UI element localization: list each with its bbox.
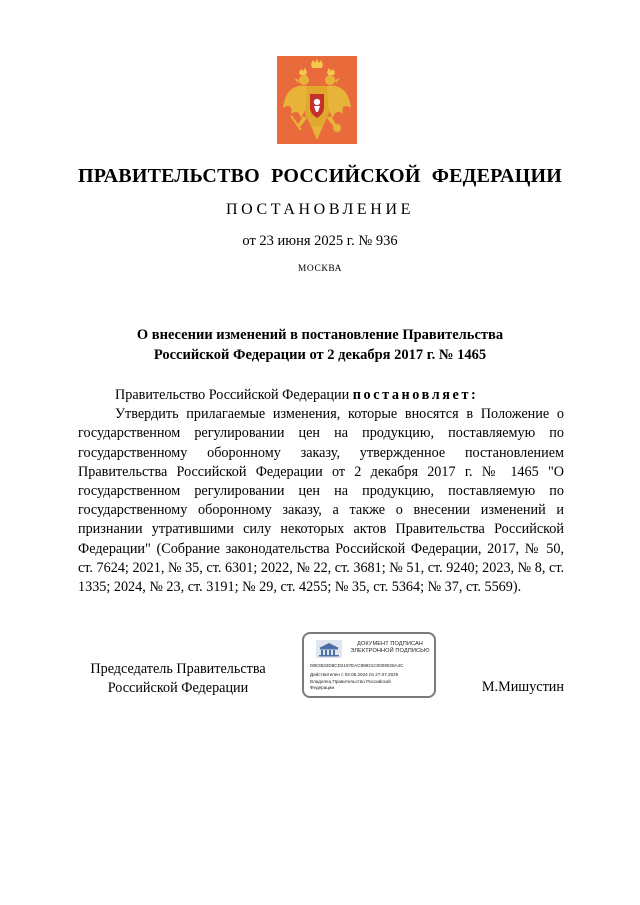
document-body <box>78 386 564 597</box>
intro-prefix: Правительство Российской Федерации <box>115 387 353 403</box>
russian-coat-of-arms-icon <box>277 56 357 144</box>
subject-line-2: Российской Федерации от 2 декабря 2017 г. № 1465 <box>153 347 487 363</box>
government-title: ПРАВИТЕЛЬСТВО РОССИЙСКОЙ ФЕДЕРАЦИИ <box>78 165 562 187</box>
signer-position-line-2: Российской Федерации <box>107 680 249 697</box>
signer-name: М.Мишустин <box>481 679 564 695</box>
stamp-heading-line-2: ЭЛЕКТРОННОЙ ПОДПИСЬЮ <box>350 648 430 654</box>
government-building-icon <box>316 640 342 658</box>
stamp-certificate: 00E3632D8CD2197EAC99921C0009028A4C <box>310 663 404 668</box>
document-type: ПОСТАНОВЛЕНИЕ <box>226 201 414 218</box>
document-subject <box>80 325 560 365</box>
document-city: МОСКВА <box>297 264 343 274</box>
stamp-heading <box>344 641 436 655</box>
signer-position-line-1: Председатель Правительства <box>90 661 266 677</box>
decree-word: постановляет: <box>352 387 479 403</box>
electronic-signature-stamp <box>302 632 436 698</box>
subject-line-1: О внесении изменений в постановление Правительства <box>136 327 504 343</box>
stamp-owner-line-1: Владелец Правительство Российской <box>310 679 391 684</box>
signer-position <box>78 660 278 698</box>
stamp-owner-line-2: Федерации <box>310 685 335 690</box>
intro-paragraph <box>78 386 564 405</box>
document-date-number: от 23 июня 2025 г. № 936 <box>242 233 398 249</box>
stamp-heading-line-1: ДОКУМЕНТ ПОДПИСАН <box>357 641 423 647</box>
main-paragraph: Утвердить прилагаемые изменения, которые вносятся в Положение о государственном регулировании цен на продукцию, поставляемую по государственному оборонному заказу, утвержденное постановлением Правительства Российской Федерации от 2 декабря 2017 г. № 1465 "О государственном регулировании цен на продукцию, поставляемую по государственному оборонному заказу, а также о внесении изменений и признании утратившими силу некоторых актов Правительства Российской Федерации" (Собрание законодательства Российской Федерации, 2017, № 50, ст. 7624; 2021, № 35, ст. 6301; 2022, № 22, ст. 3681; № 51, ст. 9240; 2023, № 8, ст. 1335; 2024, № 23, ст. 3191; № 29, ст. 4255; № 35, ст. 5364; № 37, ст. 5569). <box>78 406 564 596</box>
stamp-validity: Действителен с 03.05.2024 по 27.07.2025 <box>310 672 399 677</box>
